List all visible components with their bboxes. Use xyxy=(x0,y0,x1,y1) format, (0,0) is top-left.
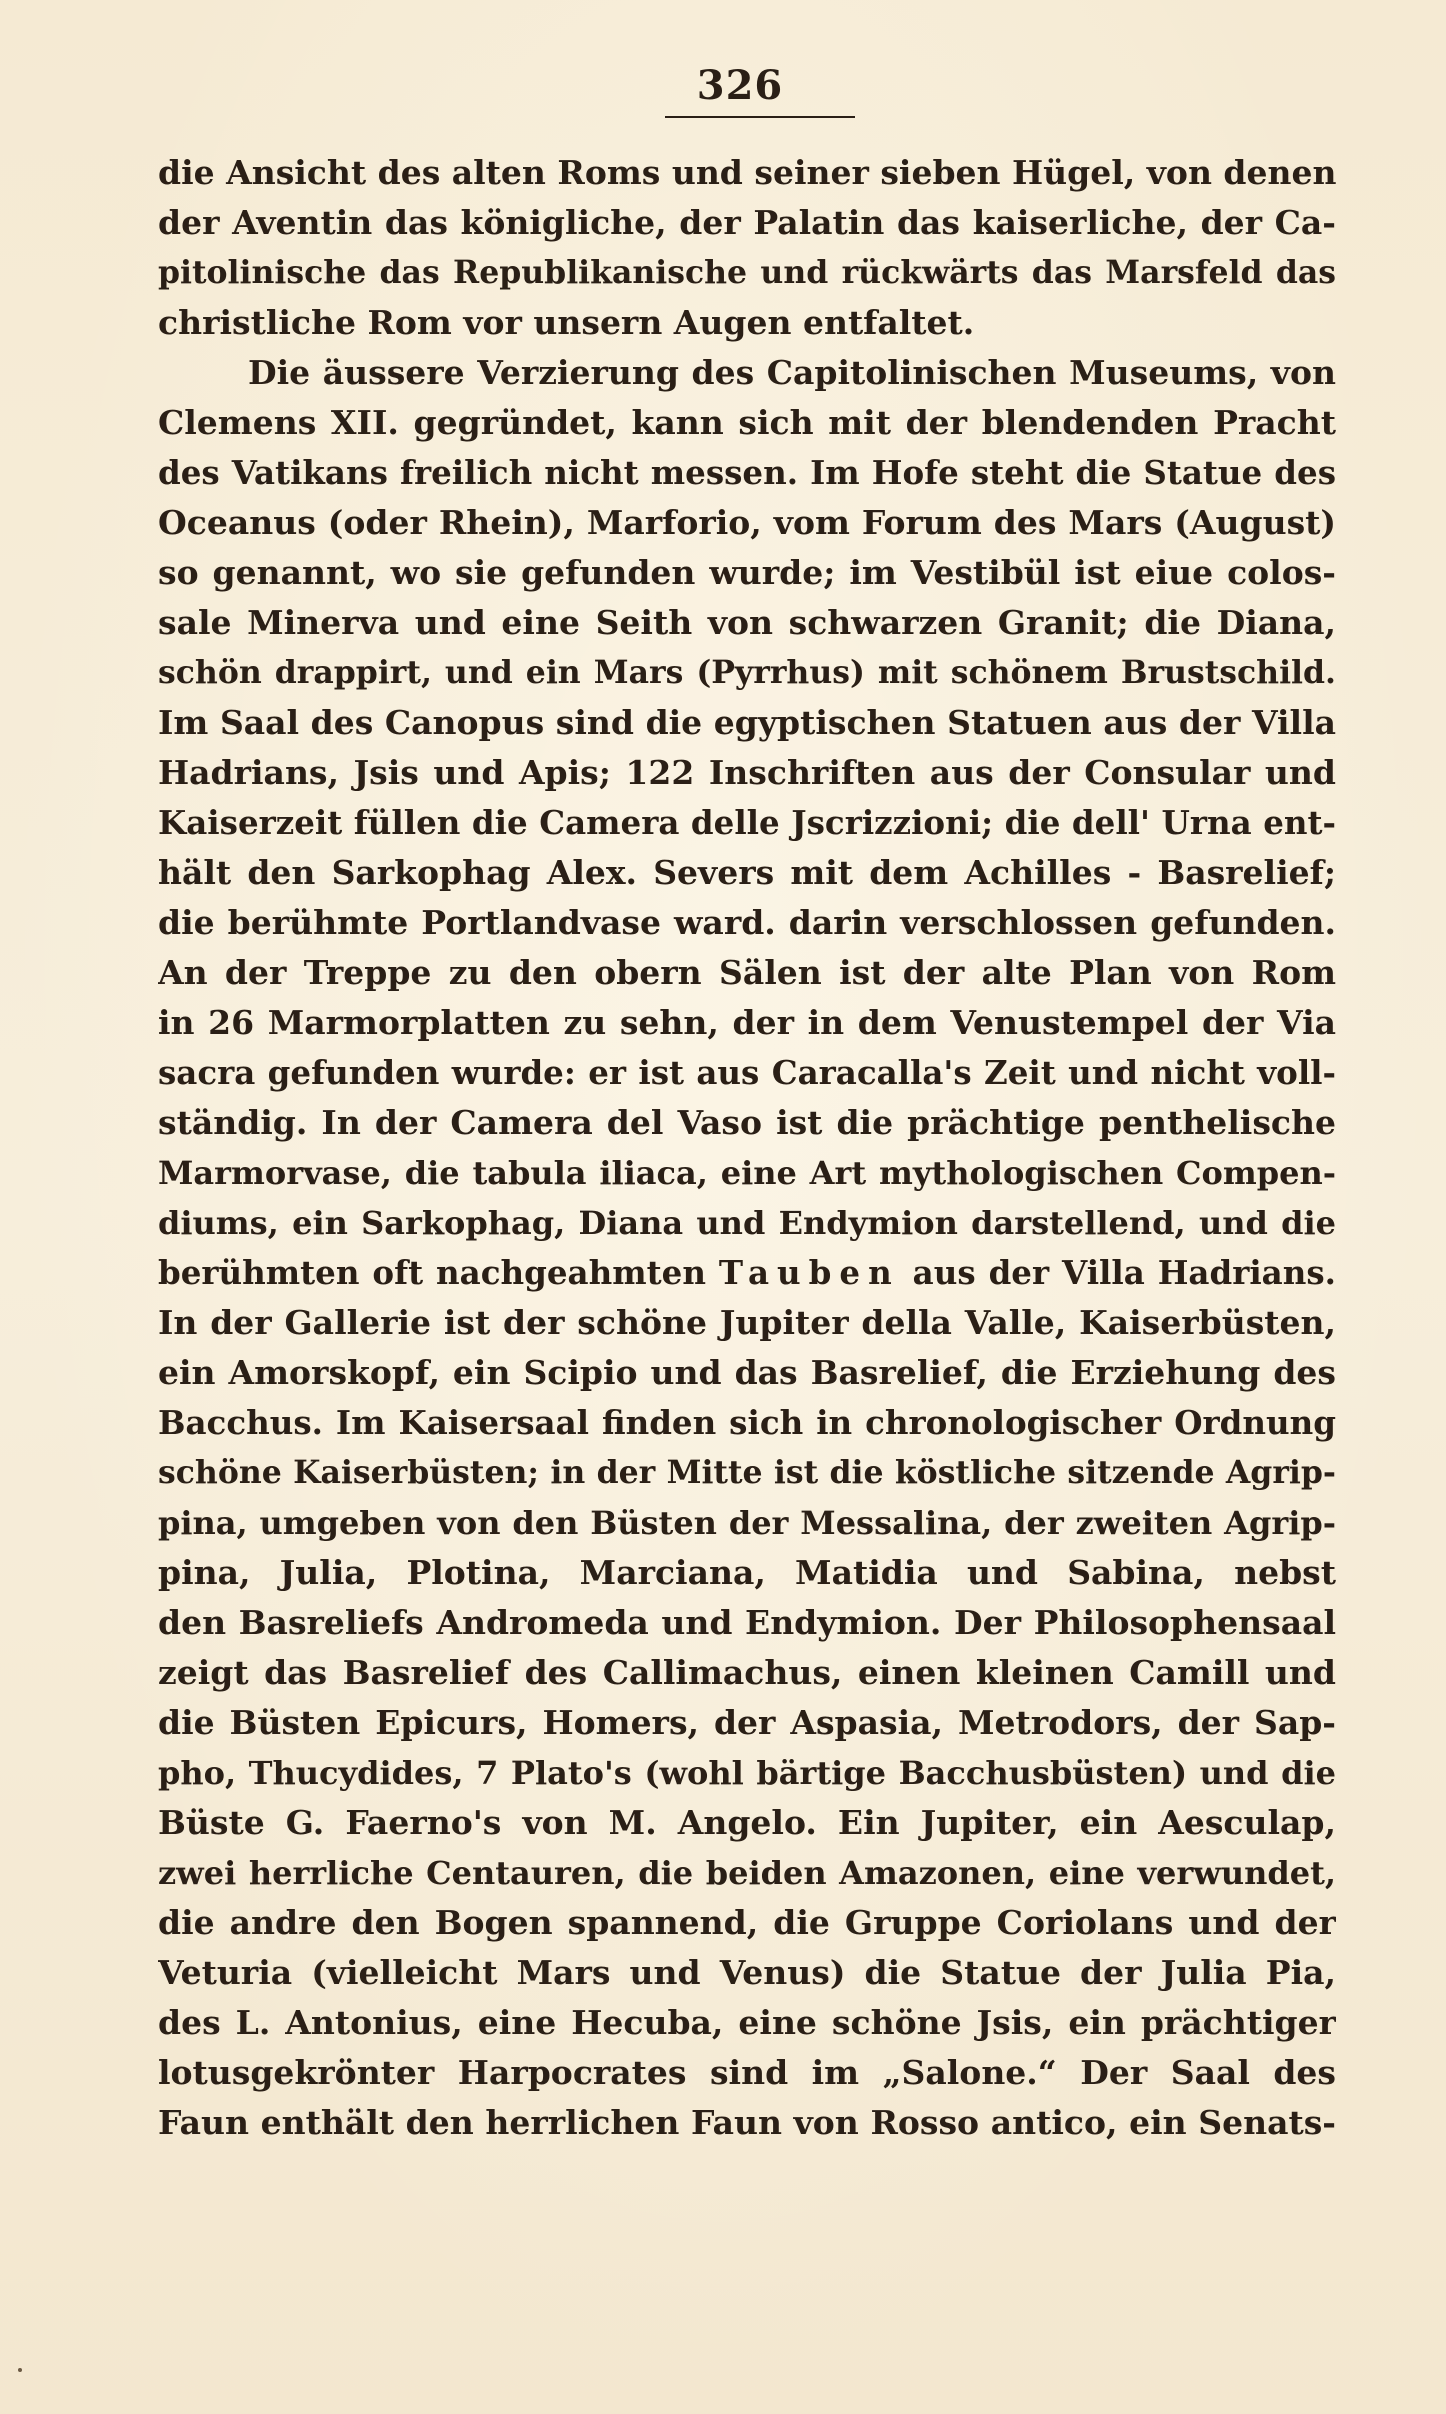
body-text xyxy=(158,148,1336,2148)
text-line: sacra gefunden wurde: er ist aus Caracalla's Zeit und nicht voll- xyxy=(158,1053,1336,1092)
header-rule xyxy=(665,116,855,118)
text-line: ständig. In der Camera del Vaso ist die prächtige penthelische xyxy=(158,1103,1336,1142)
text-line: hält den Sarkophag Alex. Severs mit dem Achilles - Basrelief; xyxy=(158,853,1336,892)
text-line: ein Amorskopf, ein Scipio und das Basrelief, die Erziehung des xyxy=(158,1353,1336,1392)
text-line: Clemens XII. gegründet, kann sich mit der blendenden Pracht xyxy=(158,403,1336,442)
text-line: des Vatikans freilich nicht messen. Im Hofe steht die Statue des xyxy=(158,453,1336,492)
text-line: pina, umgeben von den Büsten der Messalina, der zweiten Agrip- xyxy=(158,1504,1336,1542)
text-line: diums, ein Sarkophag, Diana und Endymion darstellend, und die xyxy=(158,1204,1336,1242)
text-line: zeigt das Basrelief des Callimachus, einen kleinen Camill und xyxy=(158,1653,1336,1692)
text-line: die Büsten Epicurs, Homers, der Aspasia, Metrodors, der Sap- xyxy=(158,1703,1336,1742)
text-line: An der Treppe zu den obern Sälen ist der alte Plan von Rom xyxy=(158,953,1336,992)
text-line: Faun enthält den herrlichen Faun von Rosso antico, ein Senats- xyxy=(158,2103,1336,2142)
text-line: christliche Rom vor unsern Augen entfaltet. xyxy=(158,303,975,342)
spaced-word: Tauben xyxy=(718,1253,900,1292)
page-number: 326 xyxy=(696,62,784,109)
text-segment: aus der Villa Hadrians. xyxy=(912,1253,1336,1292)
text-line: Marmorvase, die tabula iliaca, eine Art mythologischen Compen- xyxy=(158,1154,1336,1192)
text-line: die andre den Bogen spannend, die Gruppe Coriolans und der xyxy=(158,1903,1336,1942)
text-line: Veturia (vielleicht Mars und Venus) die Statue der Julia Pia, xyxy=(158,1953,1336,1992)
text-line: zwei herrliche Centauren, die beiden Amazonen, eine verwundet, xyxy=(158,1854,1336,1892)
text-line: die Ansicht des alten Roms und seiner sieben Hügel, von denen xyxy=(158,153,1336,192)
text-line: Kaiserzeit füllen die Camera delle Jscrizzioni; die dell' Urna ent- xyxy=(158,803,1336,842)
text-line: so genannt, wo sie gefunden wurde; im Vestibül ist eiue colos- xyxy=(158,553,1336,592)
text-line-spaced xyxy=(158,1248,1336,1298)
paragraph-start-line: Die äussere Verzierung des Capitolinischen Museums, von xyxy=(248,353,1336,392)
text-segment: berühmten oft nachgeahmten xyxy=(158,1253,706,1292)
text-line: Hadrians, Jsis und Apis; 122 Inschriften aus der Consular und xyxy=(158,753,1336,792)
text-line: schön drappirt, und ein Mars (Pyrrhus) mit schönem Brustschild. xyxy=(158,654,1336,691)
text-line: pina, Julia, Plotina, Marciana, Matidia und Sabina, nebst xyxy=(158,1553,1336,1592)
text-line: pitolinische das Republikanische und rückwärts das Marsfeld das xyxy=(158,254,1336,291)
text-line: Im Saal des Canopus sind die egyptischen Statuen aus der Villa xyxy=(158,703,1336,742)
text-line: die berühmte Portlandvase ward. darin verschlossen gefunden. xyxy=(158,903,1336,942)
text-line: pho, Thucydides, 7 Plato's (wohl bärtige Bacchusbüsten) und die xyxy=(158,1754,1336,1792)
text-line: lotusgekrönter Harpocrates sind im „Salone.“ Der Saal des xyxy=(158,2053,1336,2092)
paper-speck xyxy=(18,2368,22,2372)
text-line: in 26 Marmorplatten zu sehn, der in dem Venustempel der Via xyxy=(158,1003,1336,1042)
text-line: Oceanus (oder Rhein), Marforio, vom Forum des Mars (August) xyxy=(158,503,1336,542)
text-line: Büste G. Faerno's von M. Angelo. Ein Jupiter, ein Aesculap, xyxy=(158,1803,1336,1842)
text-line: schöne Kaiserbüsten; in der Mitte ist die köstliche sitzende Agrip- xyxy=(158,1454,1336,1491)
text-line: der Aventin das königliche, der Palatin das kaiserliche, der Ca- xyxy=(158,203,1336,242)
text-line: des L. Antonius, eine Hecuba, eine schöne Jsis, ein prächtiger xyxy=(158,2003,1336,2042)
text-line: den Basreliefs Andromeda und Endymion. Der Philosophensaal xyxy=(158,1603,1336,1642)
text-line: sale Minerva und eine Seith von schwarzen Granit; die Diana, xyxy=(158,603,1336,642)
text-line: In der Gallerie ist der schöne Jupiter della Valle, Kaiserbüsten, xyxy=(158,1303,1336,1342)
text-line: Bacchus. Im Kaisersaal finden sich in chronologischer Ordnung xyxy=(158,1403,1336,1442)
